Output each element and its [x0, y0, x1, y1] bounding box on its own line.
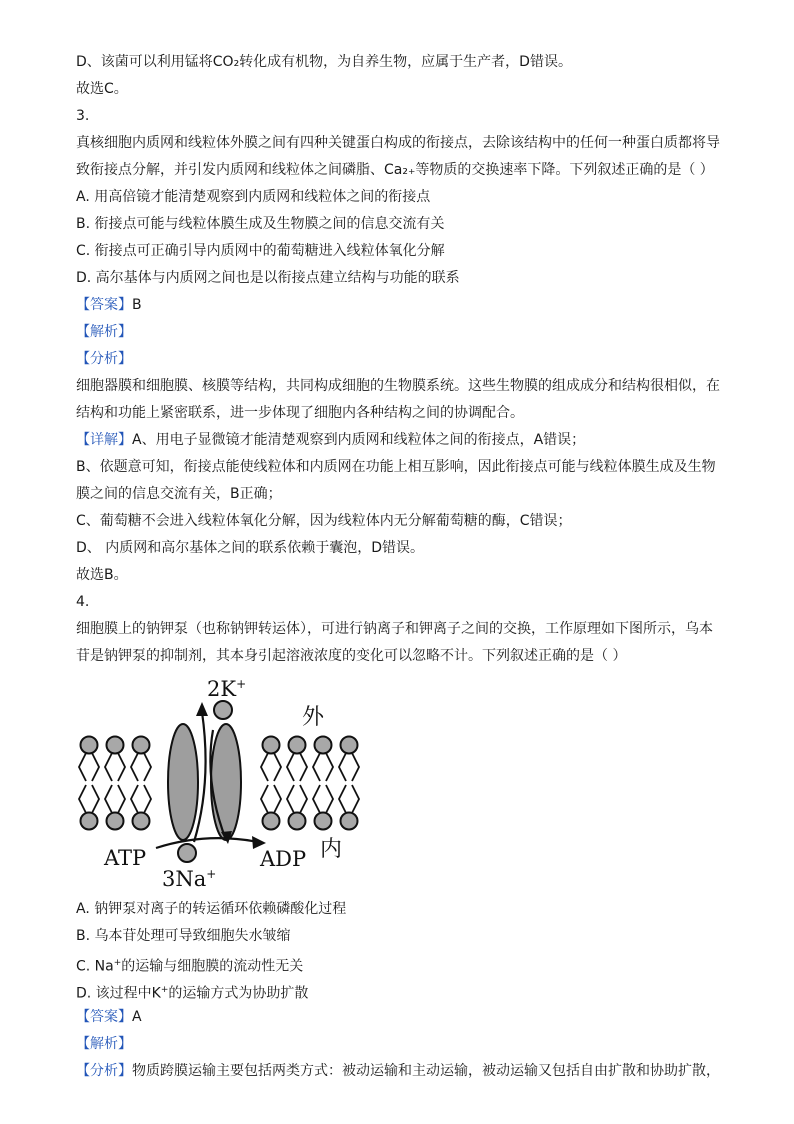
option-d [76, 980, 726, 1004]
detail-line [76, 430, 726, 450]
option-a: A. 钠钾泵对离子的转运循环依赖磷酸化过程 [76, 901, 347, 917]
jiexi-heading [76, 322, 726, 342]
lipid-tail [144, 753, 151, 781]
outside-label: 外 [302, 705, 325, 730]
lipid-tail [326, 785, 333, 813]
answer-line [76, 295, 726, 315]
question-stem: 真核细胞内质网和线粒体外膜之间有四种关键蛋白构成的衔接点，去除该结构中的任何一种蛋白质都将导 [76, 135, 720, 151]
adp-label: ADP [260, 847, 307, 871]
fenxi-line [76, 1061, 726, 1081]
lipid-tail [92, 753, 99, 781]
answer-value: A [132, 1009, 142, 1025]
answer-tag: 【答案】 [76, 297, 132, 313]
option-a: A. 用高倍镜才能清楚观察到内质网和线粒体之间的衔接点 [76, 189, 431, 205]
lipid-tail [287, 753, 294, 781]
lipid-tail [92, 785, 99, 813]
text-line: D、该菌可以利用锰将CO₂转化成有机物，为自养生物，应属于生产者，D错误。 [76, 54, 572, 70]
potassium-ion [214, 701, 232, 719]
lipid-head-bottom [289, 813, 306, 830]
conclusion: 故选B。 [76, 567, 128, 583]
lipid-tail [313, 753, 320, 781]
lipid-tail [79, 753, 86, 781]
answer-value: B [132, 297, 142, 313]
transport-protein-left [168, 724, 198, 840]
option-c [76, 953, 726, 977]
lipid-head-bottom [81, 813, 98, 830]
lipid-tail [105, 753, 112, 781]
question-stem: 苷是钠钾泵的抑制剂，其本身引起溶液浓度的变化可以忽略不计。下列叙述正确的是（ ） [76, 648, 627, 664]
sodium-potassium-pump-diagram [76, 672, 376, 894]
sodium-ion [178, 844, 196, 862]
detail-tag: 【详解】 [76, 432, 132, 448]
option-c-sup: + [113, 958, 122, 968]
jiexi-heading [76, 1034, 726, 1054]
fenxi-tag: 【分析】 [76, 351, 132, 367]
answer-line [76, 1007, 726, 1027]
lipid-head-bottom [263, 813, 280, 830]
text-line: 故选C。 [76, 81, 128, 97]
lipid-head-top [341, 737, 358, 754]
lipid-tail [274, 785, 281, 813]
detail-text: C、葡萄糖不会进入线粒体氧化分解，因为线粒体内无分解葡萄糖的酶，C错误； [76, 513, 572, 529]
option-c-prefix: C. Na [76, 958, 114, 975]
lipid-tail [326, 753, 333, 781]
lipid-head-bottom [315, 813, 332, 830]
transport-protein-right [211, 724, 241, 840]
option-b: B. 乌本苷处理可导致细胞失水皱缩 [76, 928, 291, 944]
lipid-head-top [289, 737, 306, 754]
answer-tag: 【答案】 [76, 1009, 132, 1025]
analysis-text: 细胞器膜和细胞膜、核膜等结构，共同构成细胞的生物膜系统。这些生物膜的组成成分和结构很相似，在 [76, 378, 720, 394]
analysis-text: 物质跨膜运输主要包括两类方式：被动运输和主动运输，被动运输又包括自由扩散和协助扩散， [132, 1063, 720, 1079]
lipid-head-bottom [133, 813, 150, 830]
lipid-tail [287, 785, 294, 813]
lipid-tail [118, 753, 125, 781]
jiexi-tag: 【解析】 [76, 324, 132, 340]
fenxi-tag: 【分析】 [76, 1063, 132, 1079]
question-number: 4. [76, 594, 90, 610]
fenxi-heading [76, 349, 726, 369]
atp-adp-arrow [156, 838, 258, 848]
option-b: B. 衔接点可能与线粒体膜生成及生物膜之间的信息交流有关 [76, 216, 445, 232]
detail-text: D、 内质网和高尔基体之间的联系依赖于囊泡，D错误。 [76, 540, 425, 556]
lipid-tail [79, 785, 86, 813]
lipid-tail [313, 785, 320, 813]
potassium-label: 2K+ [207, 677, 247, 701]
sodium-label: 3Na+ [162, 867, 217, 891]
question-stem: 细胞膜上的钠钾泵（也称钠钾转运体），可进行钠离子和钾离子之间的交换，工作原理如下图所示，乌本 [76, 621, 713, 637]
lipid-head-top [107, 737, 124, 754]
lipid-tail [274, 753, 281, 781]
lipid-tail [339, 753, 346, 781]
option-d-prefix: D. 该过程中K [76, 985, 161, 1002]
lipid-head-top [263, 737, 280, 754]
lipid-tail [300, 753, 307, 781]
inside-label: 内 [320, 837, 343, 862]
lipid-head-bottom [107, 813, 124, 830]
detail-text: A、用电子显微镜才能清楚观察到内质网和线粒体之间的衔接点，A错误； [132, 432, 586, 448]
lipid-tail [105, 785, 112, 813]
question-stem: 致衔接点分解，并引发内质网和线粒体之间磷脂、Ca₂₊等物质的交换速率下降。下列叙述正确的是（ ） [76, 162, 714, 178]
detail-text: 膜之间的信息交流有关，B正确； [76, 486, 282, 502]
lipid-tail [352, 753, 359, 781]
atp-label: ATP [104, 846, 147, 870]
lipid-tail [339, 785, 346, 813]
lipid-tail [261, 785, 268, 813]
lipid-tail [131, 753, 138, 781]
jiexi-tag: 【解析】 [76, 1036, 132, 1052]
option-d-text: 的运输方式为协助扩散 [168, 985, 309, 1002]
option-d-sup: + [160, 985, 169, 995]
option-c: C. 衔接点可正确引导内质网中的葡萄糖进入线粒体氧化分解 [76, 243, 445, 259]
lipid-head-top [315, 737, 332, 754]
lipid-head-bottom [341, 813, 358, 830]
detail-text: B、依题意可知，衔接点能使线粒体和内质网在功能上相互影响，因此衔接点可能与线粒体膜生成及生物 [76, 459, 716, 475]
option-d: D. 高尔基体与内质网之间也是以衔接点建立结构与功能的联系 [76, 270, 460, 286]
lipid-tail [261, 753, 268, 781]
lipid-tail [131, 785, 138, 813]
lipid-head-top [81, 737, 98, 754]
analysis-text: 结构和功能上紧密联系，进一步体现了细胞内各种结构之间的协调配合。 [76, 405, 524, 421]
lipid-tail [352, 785, 359, 813]
lipid-tail [118, 785, 125, 813]
lipid-tail [300, 785, 307, 813]
lipid-tail [144, 785, 151, 813]
lipid-head-top [133, 737, 150, 754]
question-number: 3. [76, 108, 90, 124]
option-c-text: 的运输与细胞膜的流动性无关 [121, 958, 304, 975]
